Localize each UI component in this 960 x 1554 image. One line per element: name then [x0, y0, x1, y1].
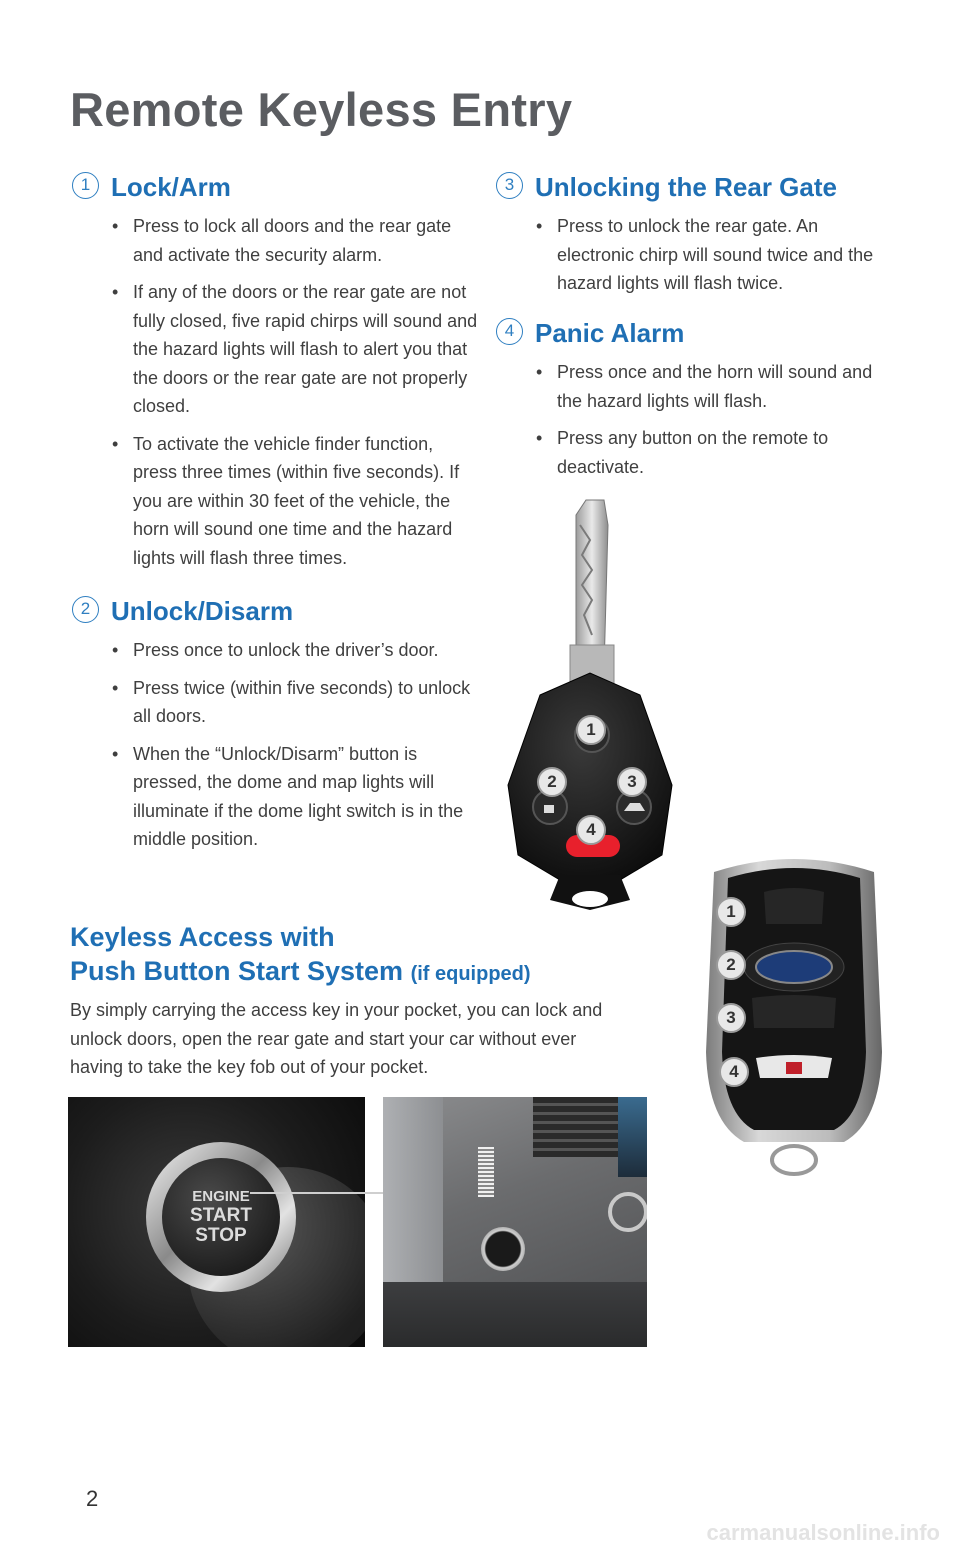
start-button-line: ENGINE: [192, 1188, 250, 1205]
key-fob-callout-1: 1: [576, 715, 606, 745]
keyless-access-title-line2: Push Button Start System: [70, 956, 404, 986]
section-unlock-disarm: [72, 594, 482, 863]
bullet-item: • Press twice (within five seconds) to unlock all doors.: [112, 674, 482, 731]
section-title: Unlocking the Rear Gate: [535, 171, 837, 202]
bullet-item: • To activate the vehicle finder function, press three times (within five seconds). If you are within 30 feet of the vehicle, the horn will sound one time and the hazard lights will flash three times.: [112, 430, 482, 573]
bullet-item: • Press to unlock the rear gate. An electronic chirp will sound twice and the hazard lights will flash twice.: [536, 212, 890, 298]
section-number-badge: 2: [72, 596, 99, 623]
bullet-item: • Press any button on the remote to deactivate.: [536, 424, 890, 481]
section-title: Panic Alarm: [535, 317, 685, 348]
section-number-badge: 3: [496, 172, 523, 199]
smart-key-callout-2: 2: [716, 950, 746, 980]
keyless-access-body: By simply carrying the access key in your pocket, you can lock and unlock doors, open the rear gate and start your car without ever having to take the key fob out of your pocket.: [70, 1000, 603, 1077]
key-fob-callout-4: 4: [576, 815, 606, 845]
section-number-badge: 1: [72, 172, 99, 199]
section-panic-alarm: [496, 316, 890, 490]
smart-key-callout-3: 3: [716, 1003, 746, 1033]
key-fob-callout-2: 2: [537, 767, 567, 797]
page-number: 2: [86, 1486, 99, 1511]
key-fob-callout-3: 3: [617, 767, 647, 797]
dashboard-photo: [383, 1097, 647, 1347]
bullet-item: • Press to lock all doors and the rear gate and activate the security alarm.: [112, 212, 482, 269]
bullet-item: • Press once to unlock the driver’s door.: [112, 636, 482, 665]
dashboard-start-button: [481, 1227, 525, 1271]
bullet-item: • Press once and the horn will sound and the hazard lights will flash.: [536, 358, 890, 415]
section-title: Lock/Arm: [111, 171, 231, 202]
bullet-item: • When the “Unlock/Disarm” button is pressed, the dome and map lights will illuminate if the dome light switch is in the middle position.: [112, 740, 482, 854]
section-title: Unlock/Disarm: [111, 595, 294, 626]
bullet-item: • If any of the doors or the rear gate are not fully closed, five rapid chirps will sound and the hazard lights will flash to alert you that the doors or the rear gate are not properly closed.: [112, 278, 482, 421]
keyless-access-title-line1: Keyless Access with: [70, 922, 335, 952]
section-number-badge: 4: [496, 318, 523, 345]
smart-key-callout-1: 1: [716, 897, 746, 927]
start-button-line: STOP: [195, 1225, 247, 1246]
page-title: Remote Keyless Entry: [70, 83, 573, 136]
watermark: carmanualsonline.info: [706, 1520, 940, 1545]
key-fob-image: [500, 495, 680, 915]
section-lock-arm: [72, 170, 482, 581]
start-button-line: START: [190, 1205, 252, 1226]
keyless-access-title: [70, 920, 531, 991]
section-unlock-rear-gate: [496, 170, 890, 307]
smart-key-callout-4: 4: [719, 1057, 749, 1087]
keyless-access-equipped-note: (if equipped): [410, 963, 531, 985]
